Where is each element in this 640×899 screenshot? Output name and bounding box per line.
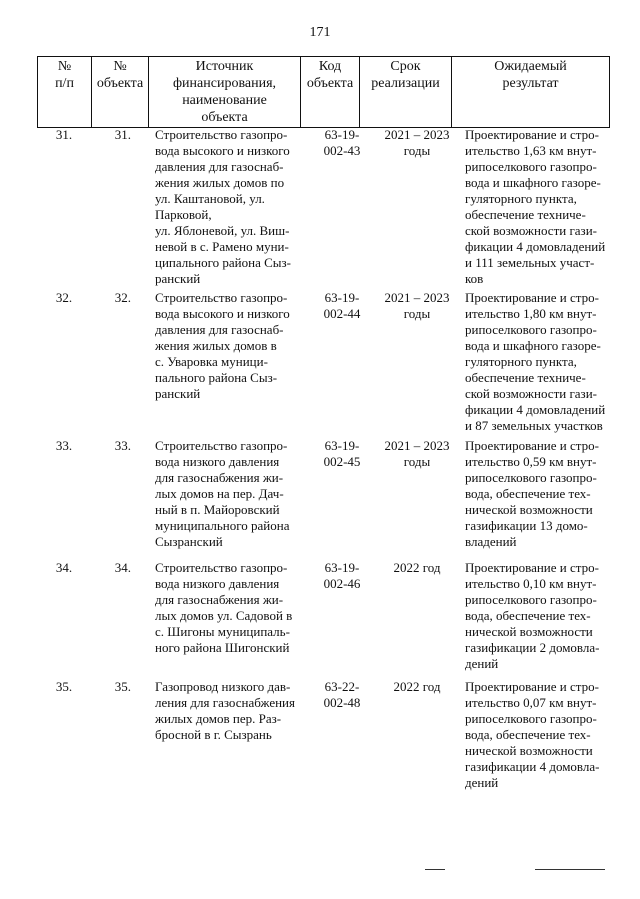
header-source: Источник финансирования, наименование объекта [149, 57, 301, 128]
row-num: 34. [55, 560, 73, 575]
row-code: 63-19- 002-45 [323, 438, 361, 469]
row-object-num: 32. [114, 290, 131, 305]
row-source: Строительство газопро- вода высокого и низкого давления для газоснаб- жения жилых домов по ул. Каштановой, ул. Парковой, ул. Яблоневой, ул. Виш- невой в с. Рамено муни- ципального района Сыз- ранский [155, 127, 291, 286]
header-term: Срок реализации [360, 57, 452, 128]
row-term: 2021 – 2023 годы [384, 127, 450, 158]
header-num: № п/п [38, 57, 92, 128]
row-code: 63-19- 002-43 [323, 127, 361, 158]
row-result: Проектирование и стро- ительство 0,59 км внут- рипоселкового газопро- вода, обеспечение тех- нической возможности газификации 13 домо- владений [465, 438, 599, 549]
header-result: Ожидаемый результат [452, 57, 610, 128]
row-source: Строительство газопро- вода низкого давления для газоснабжения жи- лых домов ул. Садовой в с. Шигоны муниципаль- ного района Шигонский [155, 560, 293, 655]
row-object-num: 33. [114, 438, 131, 453]
row-source: Газопровод низкого дав- ления для газоснабжения жилых домов пер. Раз- бросной в г. Сызрань [155, 679, 295, 742]
row-result: Проектирование и стро- ительство 0,10 км внут- рипоселкового газопро- вода, обеспечение тех- нической возможности газификации 2 домовла- дений [465, 560, 600, 671]
row-object-num: 35. [114, 679, 131, 694]
row-result: Проектирование и стро- ительство 0,07 км внут- рипоселкового газопро- вода, обеспечение тех- нической возможности газификации 4 домовла- дений [465, 679, 600, 790]
row-term: 2021 – 2023 годы [384, 290, 450, 321]
row-num: 35. [55, 679, 73, 694]
row-term: 2021 – 2023 годы [384, 438, 450, 469]
row-num: 32. [55, 290, 73, 305]
header-code: Код объекта [301, 57, 360, 128]
row-object-num: 34. [114, 560, 131, 575]
footer-rule [535, 869, 605, 870]
row-source: Строительство газопро- вода низкого давления для газоснабжения жи- лых домов на пер. Дач- ный в п. Майоровский муниципального района Сызранский [155, 438, 290, 549]
header-object-num: № объекта [92, 57, 149, 128]
table-header [37, 56, 610, 128]
row-code: 63-19- 002-46 [323, 560, 361, 591]
row-num: 31. [55, 127, 73, 142]
footer-rule [425, 869, 445, 870]
row-term: 2022 год [393, 560, 441, 575]
row-result: Проектирование и стро- ительство 1,80 км внут- рипоселкового газопро- вода и шкафного газоре- гуляторного пункта, обеспечение техниче- ской возможности гази- фикации 4 домовладений и 87 земельных участков [465, 290, 606, 433]
row-source: Строительство газопро- вода высокого и низкого давления для газоснаб- жения жилых домов в с. Уваровка муници- пального района Сыз- ранский [155, 290, 290, 401]
row-term: 2022 год [393, 679, 441, 694]
row-code: 63-19- 002-44 [323, 290, 361, 321]
row-result: Проектирование и стро- ительство 1,63 км внут- рипоселкового газопро- вода и шкафного газоре- гуляторного пункта, обеспечение техниче- ской возможности гази- фикации 4 домовладений и 111 земельных участ- ков [465, 127, 606, 286]
row-object-num: 31. [114, 127, 131, 142]
row-code: 63-22- 002-48 [323, 679, 361, 710]
page-number: 171 [309, 25, 331, 40]
row-num: 33. [55, 438, 73, 453]
